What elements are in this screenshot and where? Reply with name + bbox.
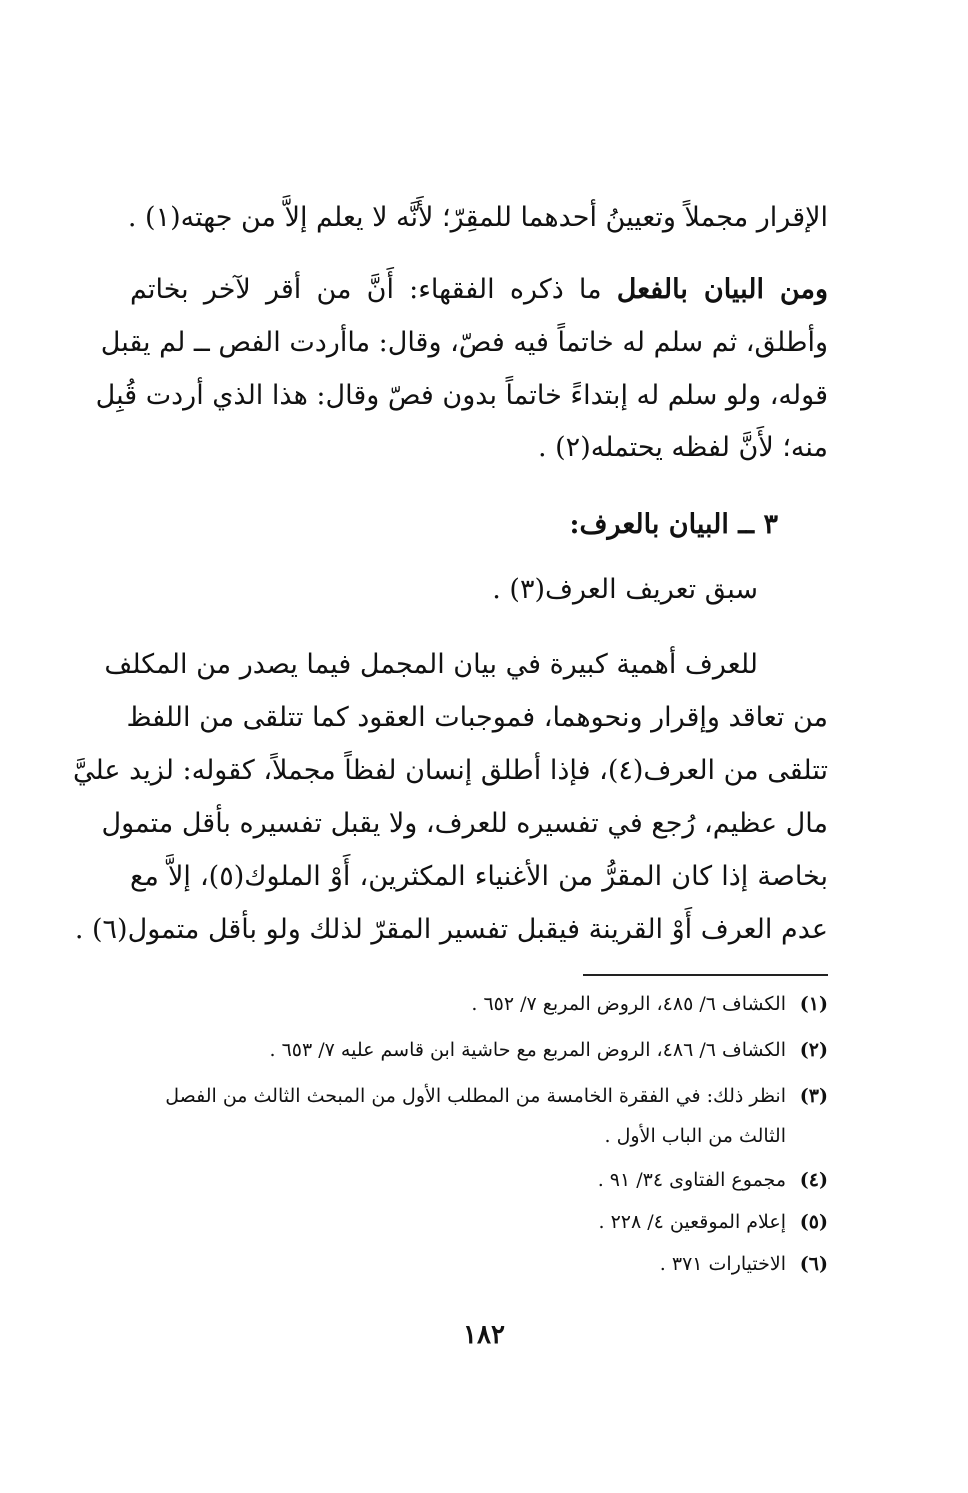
footnote-text: انظر ذلك: في الفقرة الخامسة من المطلب الأول من المبحث الثالث من الفصل [165, 1085, 786, 1107]
bold-lead: ومن البيان بالفعل [616, 274, 828, 305]
footnote-number: (٢) [799, 1039, 828, 1061]
body-line-12: عدم العرف أَوْ القرينة فيقبل تفسير المقرّ لذلك ولو بأقل متمول(٦) . [74, 914, 828, 945]
footnote-1 [130, 990, 828, 1018]
section-heading: ٣ ــ البيان بالعرف: [569, 509, 778, 540]
body-line-6: سبق تعريف العرف(٣) . [492, 574, 758, 605]
footnote-5 [130, 1208, 828, 1236]
footnote-3-continuation: الثالث من الباب الأول . [604, 1125, 786, 1147]
footnote-separator [583, 974, 828, 976]
body-line-9: تتلقى من العرف(٤)، فإذا أطلق إنسان لفظاً مجملاً، كقوله: لزيد عليَّ [72, 755, 828, 786]
page-number: ١٨٢ [463, 1320, 505, 1350]
body-line-10: مال عظيم، رُجع في تفسيره للعرف، ولا يقبل تفسيره بأقل متمول [101, 808, 828, 839]
footnote-number: (١) [799, 993, 828, 1015]
body-line-7: للعرف أهمية كبيرة في بيان المجمل فيما يصدر من المكلف [104, 649, 758, 680]
body-line-2 [130, 270, 828, 310]
body-line-5: منه؛ لأَنَّ لفظه يحتمله(٢) . [537, 432, 828, 463]
footnote-text: الكشاف ٦/ ٤٨٦، الروض المربع مع حاشية ابن قاسم عليه ٧/ ٦٥٣ . [269, 1039, 786, 1061]
body-line-11: بخاصة إذا كان المقرُّ من الأغنياء المكثرين، أَوْ الملوك(٥)، إلاَّ مع [130, 861, 828, 892]
footnote-4 [130, 1166, 828, 1194]
footnote-2 [130, 1036, 828, 1064]
footnote-text: مجموع الفتاوى ٣٤/ ٩١ . [597, 1169, 786, 1191]
body-line-3: وأطلق، ثم سلم له خاتماً فيه فصّ، وقال: ماأردت الفص ــ لم يقبل [100, 327, 828, 358]
footnote-text: إعلام الموقعين ٤/ ٢٢٨ . [598, 1211, 786, 1233]
footnote-number: (٦) [799, 1253, 828, 1275]
footnote-text: الكشاف ٦/ ٤٨٥، الروض المربع ٧/ ٦٥٢ . [471, 993, 786, 1015]
body-line-1: الإقرار مجملاً وتعيينُ أحدهما للمقِرّ؛ لأَنَّه لا يعلم إلاَّ من جهته(١) . [127, 202, 828, 233]
body-line-4: قوله، ولو سلم له إبتداءً خاتماً بدون فصّ وقال: هذا الذي أردت قُبِل [95, 380, 828, 411]
footnote-6 [130, 1250, 828, 1278]
footnote-number: (٣) [799, 1085, 828, 1107]
footnote-text: الاختيارات ٣٧١ . [659, 1253, 786, 1275]
body-line-8: من تعاقد وإقرار ونحوهما، فموجبات العقود كما تتلقى من اللفظ [126, 702, 828, 733]
footnote-number: (٤) [799, 1169, 828, 1191]
body-line-2-rest: ما ذكره الفقهاء: أَنَّ من أقر لآخر بخاتم [130, 274, 602, 305]
footnote-number: (٥) [799, 1211, 828, 1233]
footnote-3 [130, 1082, 828, 1110]
